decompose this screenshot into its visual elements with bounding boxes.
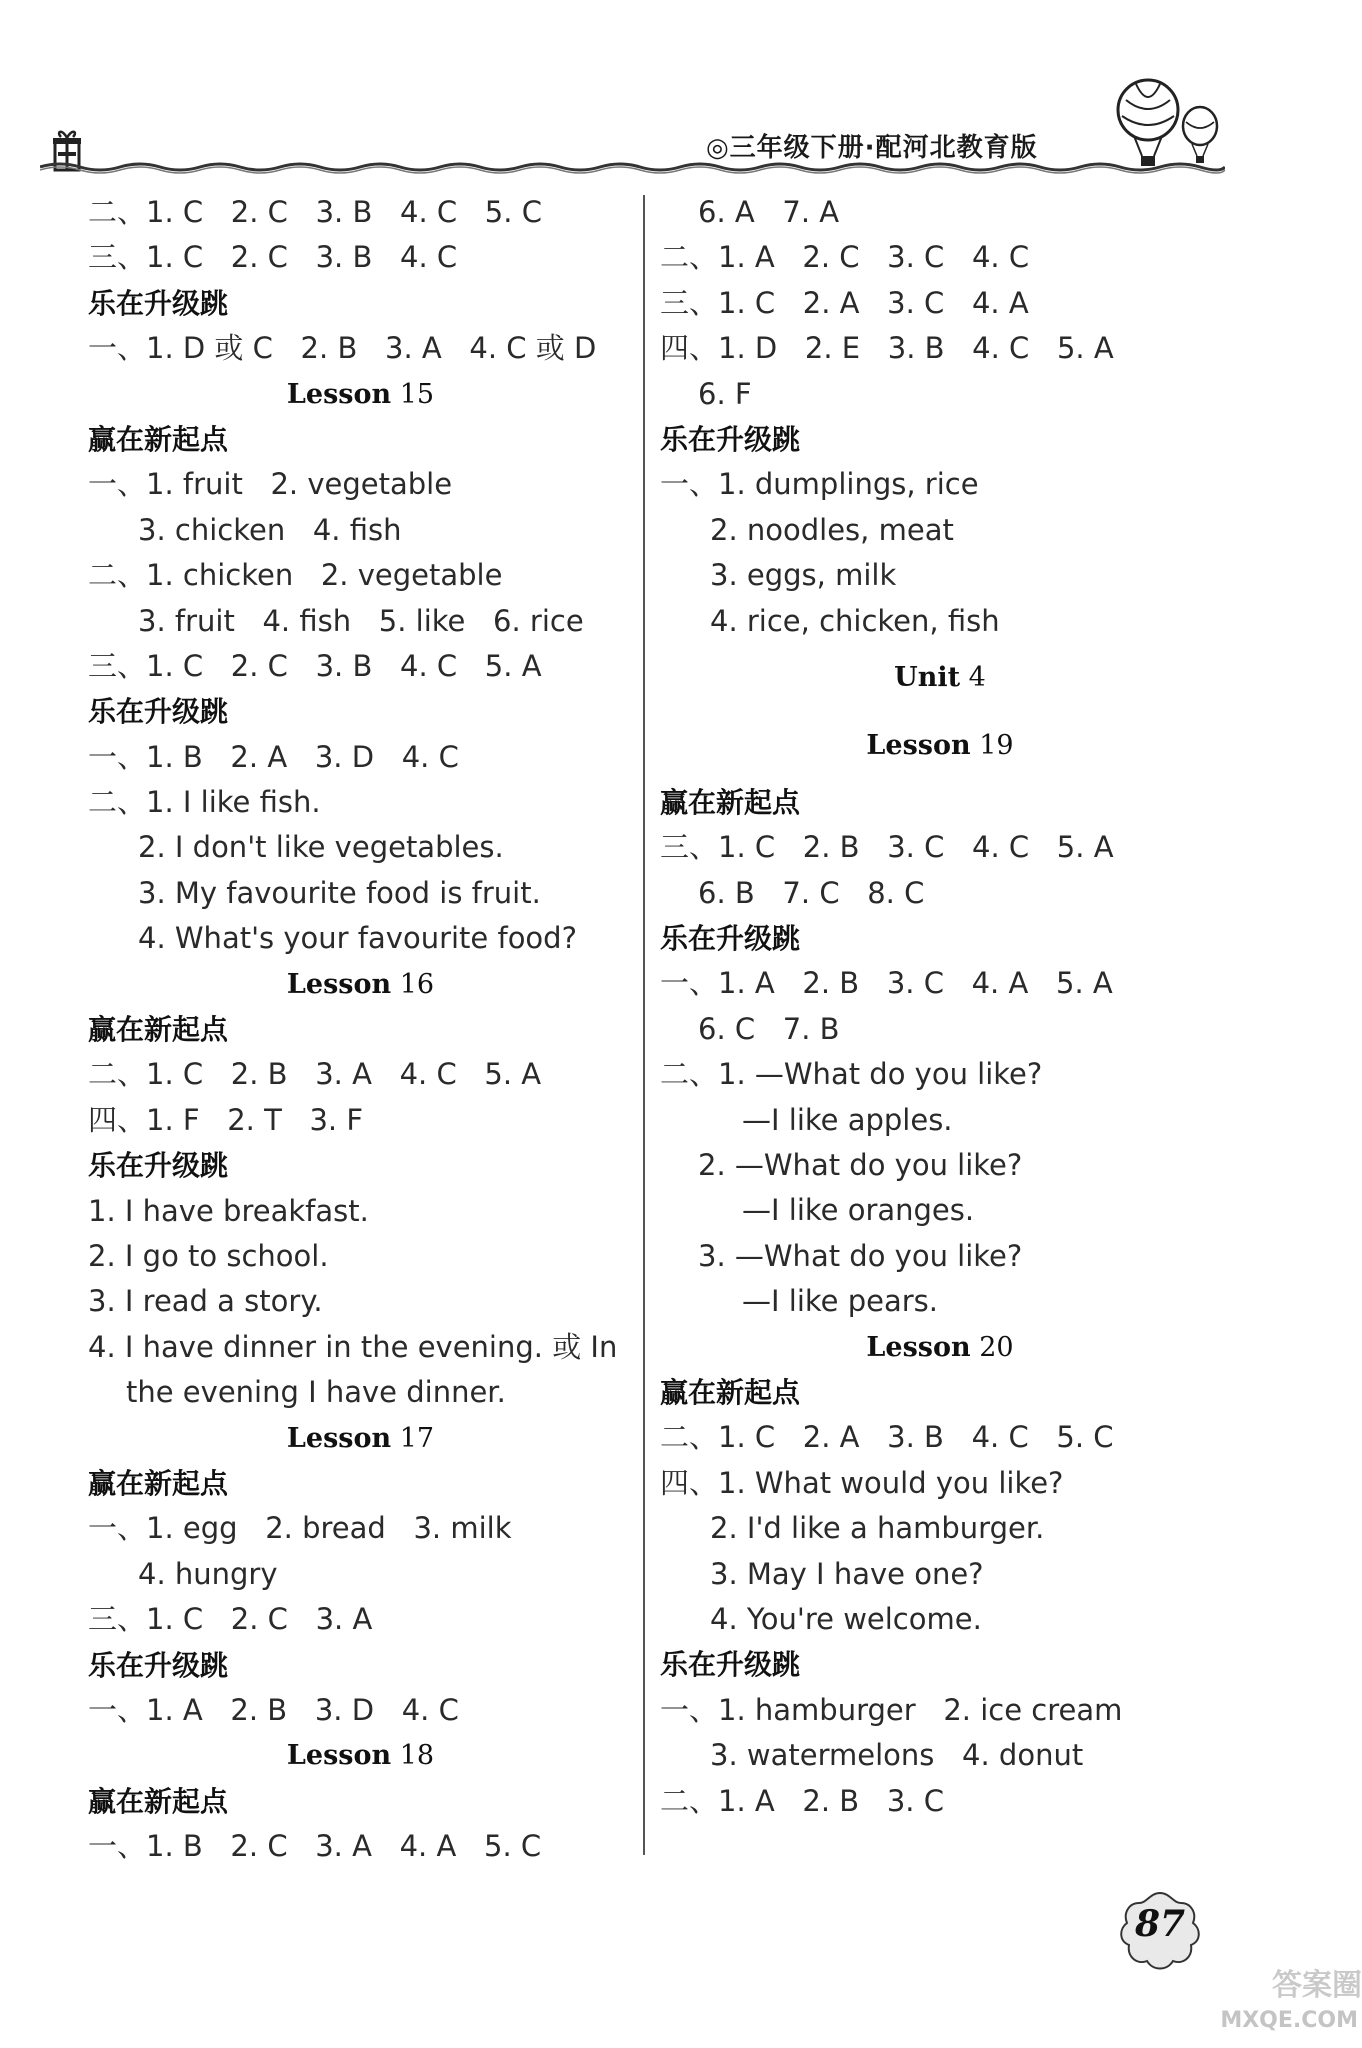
- unit-heading: [660, 644, 1220, 712]
- lesson-number: 18: [399, 1740, 435, 1772]
- answer-line: the evening I have dinner.: [126, 1375, 506, 1410]
- unit-number: 4: [968, 661, 986, 693]
- answer-line: 4. You're welcome.: [710, 1601, 982, 1636]
- lesson-word: Lesson: [286, 968, 392, 1000]
- answer-line: 6. A 7. A: [698, 195, 840, 229]
- answer-line: 3. May I have one?: [710, 1556, 984, 1591]
- watermark-url: MXQE.COM: [1220, 2008, 1358, 2033]
- answer-line: 一、1. A 2. B 3. D 4. C: [88, 1692, 459, 1727]
- lesson-number: 19: [979, 729, 1014, 761]
- answer-line: 6. B 7. C 8. C: [698, 875, 925, 910]
- answer-line: 2. I don't like vegetables.: [138, 830, 504, 865]
- section-heading: 乐在升级跳: [88, 695, 229, 729]
- section-heading: 乐在升级跳: [660, 922, 801, 956]
- answer-line: 2. I'd like a hamburger.: [710, 1511, 1045, 1546]
- answer-line: 三、1. C 2. B 3. C 4. C 5. A: [660, 830, 1114, 865]
- answer-line: 3. My favourite food is fruit.: [138, 875, 541, 910]
- answer-line: 6. F: [698, 376, 752, 411]
- answer-line: 2. I go to school.: [88, 1238, 329, 1273]
- answer-line: 二、1. A 2. C 3. C 4. C: [660, 240, 1030, 275]
- page-header: [0, 0, 1362, 185]
- answer-line: 3. chicken 4. fish: [138, 512, 402, 547]
- answer-line: 三、1. C 2. C 3. B 4. C: [88, 240, 458, 275]
- unit-word: Unit: [894, 661, 961, 693]
- answer-line: —I like pears.: [742, 1284, 938, 1319]
- answer-line: 二、1. C 2. A 3. B 4. C 5. C: [660, 1420, 1114, 1455]
- answer-line: 三、1. C 2. C 3. A: [88, 1602, 373, 1637]
- column-divider: [643, 195, 645, 1855]
- answer-line: 四、1. D 2. E 3. B 4. C 5. A: [660, 331, 1114, 366]
- answer-line: 1. I have breakfast.: [88, 1193, 369, 1228]
- answer-line: 3. eggs, milk: [710, 558, 897, 593]
- section-heading: 乐在升级跳: [88, 1149, 229, 1183]
- answer-line: —I like apples.: [742, 1102, 953, 1137]
- answer-line: 一、1. fruit 2. vegetable: [88, 467, 453, 502]
- lesson-heading: [88, 1416, 633, 1461]
- answer-line: 二、1. —What do you like?: [660, 1057, 1043, 1092]
- left-column: [88, 190, 633, 1869]
- answer-line: 一、1. hamburger 2. ice cream: [660, 1692, 1123, 1727]
- lesson-heading: [660, 1325, 1220, 1370]
- lesson-word: Lesson: [286, 1422, 392, 1454]
- answer-line: 2. —What do you like?: [698, 1148, 1023, 1183]
- lesson-word: Lesson: [866, 1331, 971, 1363]
- section-heading: 赢在新起点: [88, 1013, 229, 1047]
- answer-line: 一、1. egg 2. bread 3. milk: [88, 1511, 512, 1546]
- lesson-word: Lesson: [286, 378, 392, 410]
- section-heading: 赢在新起点: [88, 422, 229, 456]
- answer-line: 一、1. dumplings, rice: [660, 467, 979, 502]
- lesson-number: 16: [399, 968, 435, 1000]
- section-heading: 赢在新起点: [88, 1466, 229, 1500]
- lesson-heading: [88, 372, 633, 417]
- lesson-number: 17: [399, 1422, 435, 1454]
- answer-line: 一、1. B 2. A 3. D 4. C: [88, 739, 459, 774]
- right-column: [660, 190, 1220, 1824]
- watermark-logo: 答案圈: [1272, 1968, 1362, 2003]
- answer-line: 一、1. B 2. C 3. A 4. A 5. C: [88, 1829, 542, 1864]
- answer-line: 4. I have dinner in the evening. 或 In: [88, 1329, 618, 1364]
- lesson-heading: [88, 962, 633, 1007]
- section-heading: 乐在升级跳: [660, 422, 801, 456]
- lesson-word: Lesson: [866, 729, 971, 761]
- lesson-number: 15: [399, 378, 435, 410]
- book-series-title: ◎三年级下册·配河北教育版: [706, 133, 1038, 163]
- lesson-word: Lesson: [286, 1740, 392, 1772]
- answer-line: 二、1. chicken 2. vegetable: [88, 558, 503, 593]
- answer-line: 3. fruit 4. fish 5. like 6. rice: [138, 603, 584, 638]
- lesson-heading: [88, 1733, 633, 1778]
- answer-line: 2. noodles, meat: [710, 512, 954, 547]
- lesson-number: 20: [979, 1331, 1014, 1363]
- answer-line: 三、1. C 2. C 3. B 4. C 5. A: [88, 648, 542, 683]
- answer-line: 二、1. A 2. B 3. C: [660, 1783, 944, 1818]
- answer-line: —I like oranges.: [742, 1193, 975, 1228]
- answer-line: 4. What's your favourite food?: [138, 921, 577, 956]
- answer-line: 三、1. C 2. A 3. C 4. A: [660, 285, 1029, 320]
- answer-line: 3. watermelons 4. donut: [710, 1738, 1084, 1773]
- rope-divider: [40, 155, 1225, 177]
- answer-line: 二、1. C 2. C 3. B 4. C 5. C: [88, 195, 542, 229]
- hot-air-balloon-icon: [1108, 78, 1228, 178]
- lesson-heading: [660, 712, 1220, 780]
- section-heading: 赢在新起点: [88, 1784, 229, 1818]
- page-number: 87: [1134, 1903, 1186, 1945]
- answer-line: 4. hungry: [138, 1556, 278, 1591]
- section-heading: 乐在升级跳: [88, 286, 229, 320]
- answer-line: 四、1. F 2. T 3. F: [88, 1102, 364, 1137]
- answer-line: 6. C 7. B: [698, 1011, 840, 1046]
- answer-line: 一、1. D 或 C 2. B 3. A 4. C 或 D: [88, 331, 597, 366]
- section-heading: 赢在新起点: [660, 785, 801, 819]
- section-heading: 乐在升级跳: [88, 1648, 229, 1682]
- section-heading: 乐在升级跳: [660, 1648, 801, 1682]
- answer-line: 二、1. I like fish.: [88, 785, 321, 820]
- answer-line: 一、1. A 2. B 3. C 4. A 5. A: [660, 966, 1113, 1001]
- answer-line: 3. I read a story.: [88, 1284, 323, 1319]
- answer-line: 四、1. What would you like?: [660, 1465, 1064, 1500]
- section-heading: 赢在新起点: [660, 1375, 801, 1409]
- answer-line: 4. rice, chicken, fish: [710, 603, 1000, 638]
- answer-line: 二、1. C 2. B 3. A 4. C 5. A: [88, 1057, 542, 1092]
- answer-line: 3. —What do you like?: [698, 1238, 1023, 1273]
